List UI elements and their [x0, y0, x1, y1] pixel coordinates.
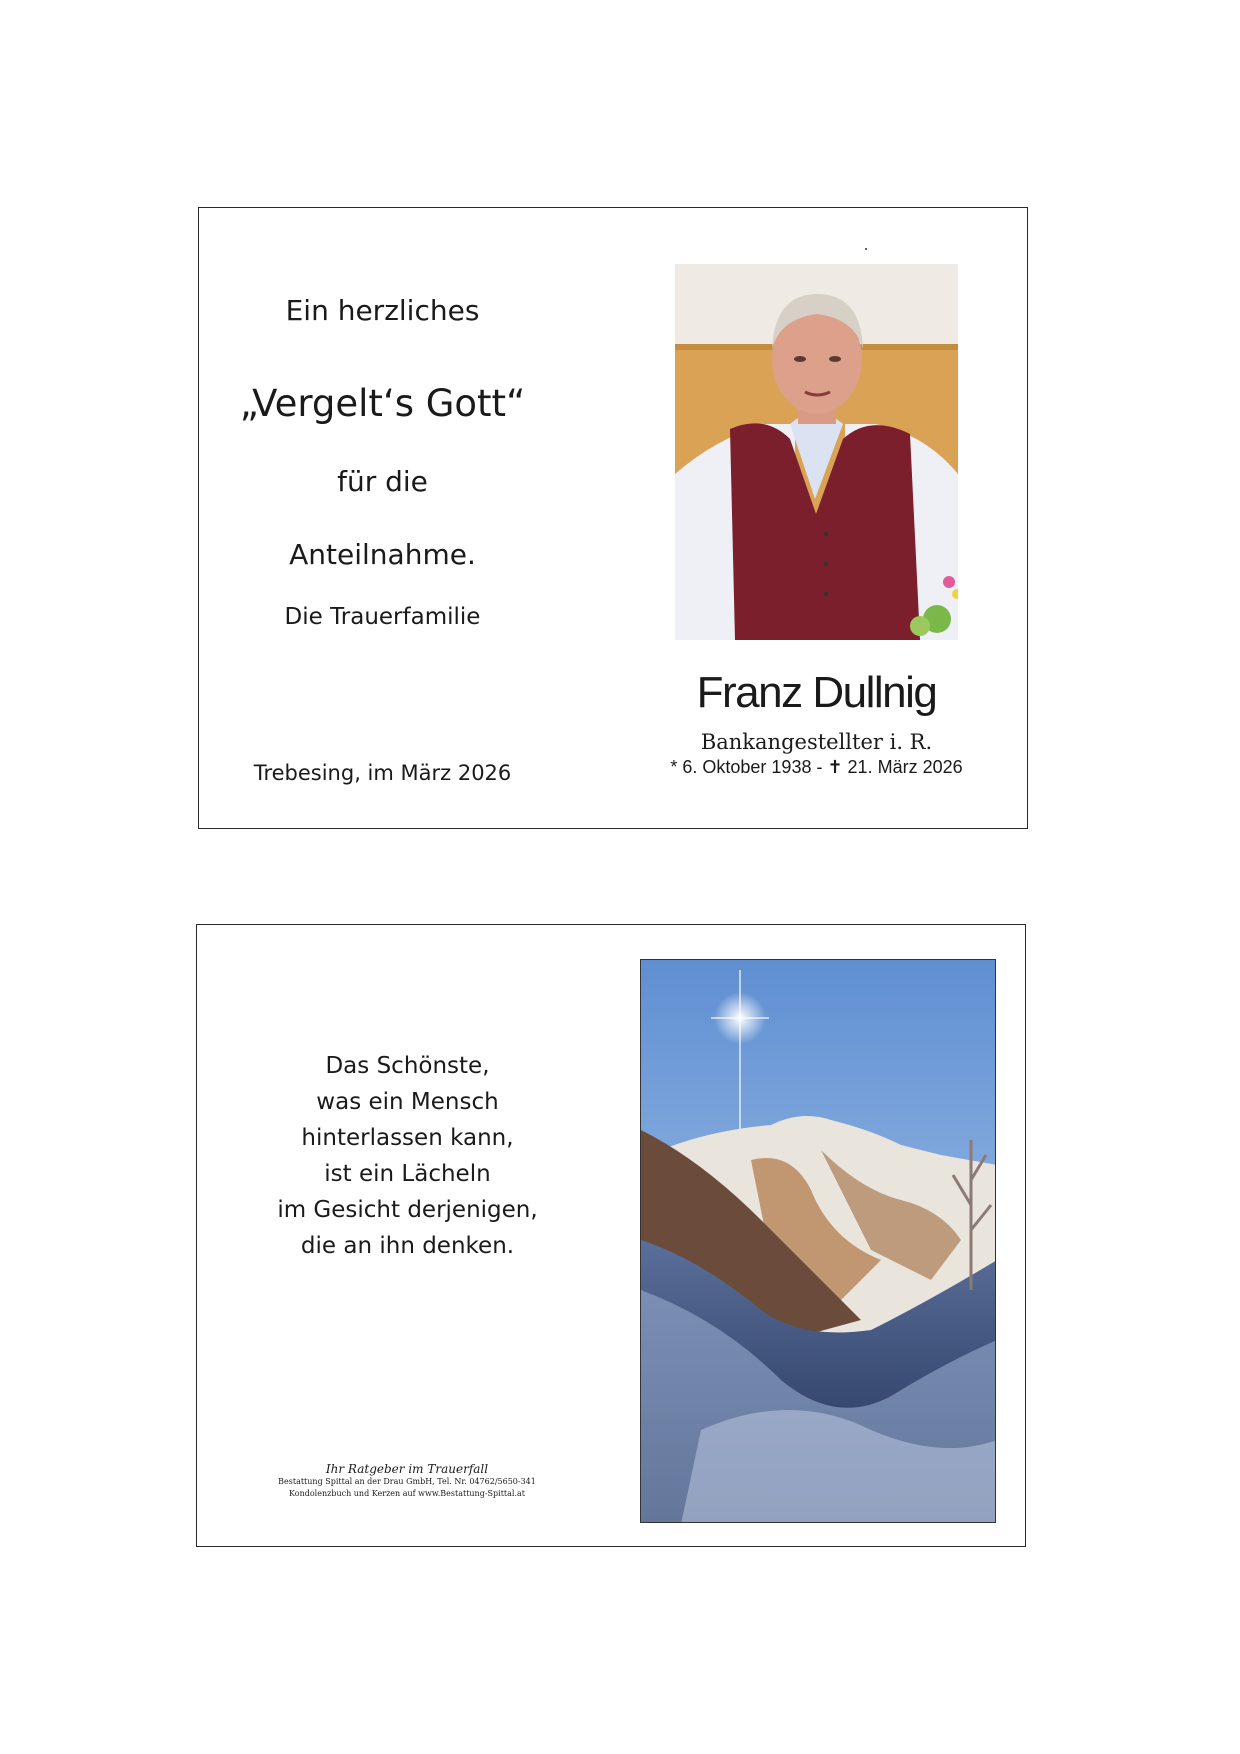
- memorial-poem: [197, 1048, 618, 1264]
- memorial-card: [196, 924, 1026, 1547]
- poem-line: Das Schönste,: [325, 1053, 490, 1079]
- greeting-line-2: „Vergelt‘s Gott“: [239, 382, 526, 425]
- funeral-home-company: Bestattung Spittal an der Drau GmbH, Tel. Nr. 04762/5650-341: [278, 1477, 536, 1486]
- poem-line: was ein Mensch: [316, 1089, 499, 1115]
- thank-you-card: [198, 207, 1028, 829]
- greeting-line-4: Anteilnahme.: [289, 538, 476, 571]
- greeting-line-1: Ein herzliches: [285, 294, 480, 327]
- deceased-name: Franz Dullnig: [696, 668, 937, 717]
- greeting-line-3: für die: [337, 465, 428, 498]
- place-date: Trebesing, im März 2026: [253, 761, 512, 785]
- lifespan-dates: * 6. Oktober 1938 - ✝ 21. März 2026: [670, 757, 963, 777]
- funeral-home-tagline: Ihr Ratgeber im Trauerfall: [325, 1462, 489, 1476]
- deceased-profession: Bankangestellter i. R.: [700, 730, 933, 754]
- funeral-home-info: [257, 1462, 557, 1500]
- funeral-home-website: Kondolenzbuch und Kerzen auf www.Bestattung-Spittal.at: [289, 1489, 525, 1498]
- stray-dot: [865, 248, 867, 250]
- poem-line: die an ihn denken.: [300, 1233, 515, 1259]
- poem-line: ist ein Lächeln: [324, 1161, 491, 1187]
- mountain-landscape-photo: [640, 959, 996, 1523]
- poem-line: im Gesicht derjenigen,: [277, 1197, 538, 1223]
- poem-line: hinterlassen kann,: [301, 1125, 514, 1151]
- family-signoff: Die Trauerfamilie: [284, 604, 481, 630]
- portrait-photo: [675, 264, 958, 640]
